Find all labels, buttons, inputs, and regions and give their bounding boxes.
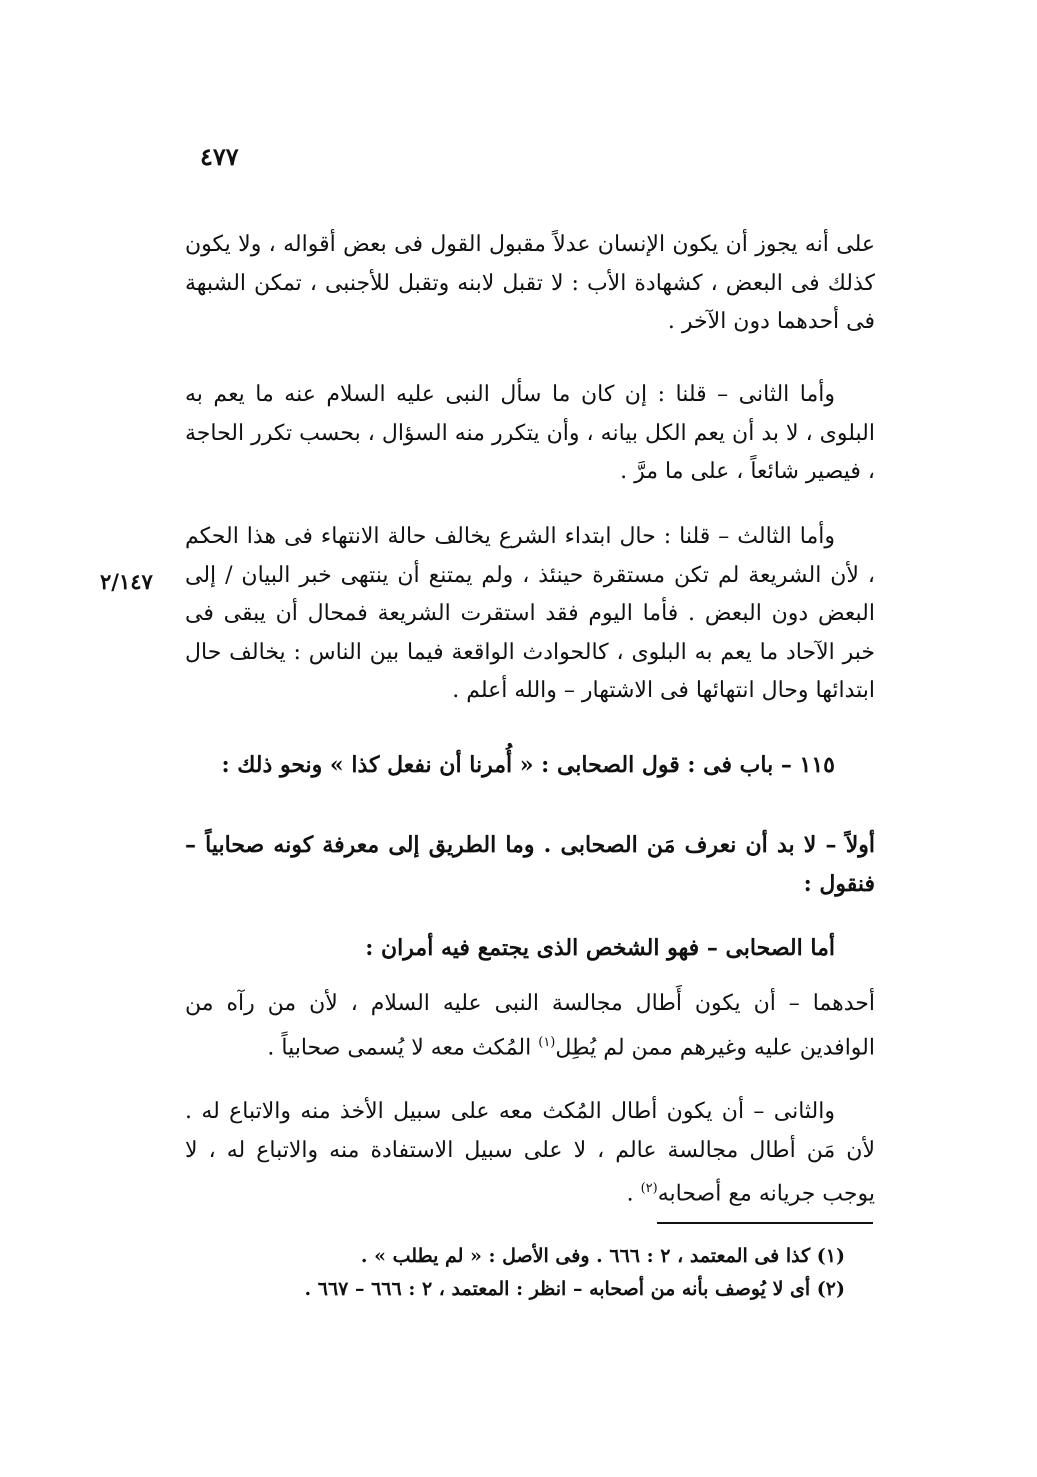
paragraph-2-text: وأما الثانى – قلنا : إن كان ما سأل النبى عليه السلام عنه ما يعم به البلوى ، لا بد أن يعم الكل بيانه ، وأن يتكرر منه السؤال ، بحسب تكرر الحاجة ، فيصير شائعاً ، على ما مرَّ . [185, 382, 875, 484]
paragraph-7-tail: المُكث معه لا يُسمى صحابياً . [267, 1034, 539, 1060]
paragraph-5 [185, 826, 875, 903]
footnotes [185, 1240, 875, 1306]
paragraph-6 [185, 929, 875, 968]
paragraph-8-text: والثانى – أن يكون أطال المُكث معه على سبيل الأخذ منه والاتباع له . لأن مَن أطال مجالسة عالم ، لا على سبيل الاستفادة منه والاتباع له ، لا يوجب جريانه مع أصحابه [185, 1099, 875, 1207]
footnote-2: (٢) أى لا يُوصف بأنه من أصحابه – انظر : المعتمد ، ٢ : ٦٦٦ – ٦٦٧ . [304, 1278, 845, 1300]
paragraph-7 [185, 985, 875, 1067]
section-heading-text: ١١٥ – باب فى : قول الصحابى : « أُمرنا أن نفعل كذا » ونحو ذلك : [221, 752, 835, 778]
paragraph-8-tail: . [626, 1181, 641, 1207]
paragraph-3-text: وأما الثالث – قلنا : حال ابتداء الشرع يخالف حالة الانتهاء فى هذا الحكم ، لأن الشريعة لم تكن مستقرة حينئذ ، ولم يمتنع أن ينتهى خبر البيان / إلى البعض دون البعض . فأما اليوم فقد استقرت الشريعة فمحال أن يبقى فى خبر الآحاد ما يعم به البلوى ، كالحوادث الواقعة فيما بين الناس : يخالف حال ابتدائها وحال انتهائها فى الاشتهار – والله أعلم . [185, 524, 875, 703]
margin-reference: ٢/١٤٧ [100, 569, 153, 594]
footnote-divider [657, 1222, 873, 1224]
paragraph-1-text: على أنه يجوز أن يكون الإنسان عدلاً مقبول القول فى بعض أقواله ، ولا يكون كذلك فى البعض ، كشهادة الأب : لا تقبل لابنه وتقبل للأجنبى ، تمكن الشبهة فى أحدهما دون الآخر . [185, 232, 875, 334]
paragraph-5-text: أولاً – لا بد أن نعرف مَن الصحابى . وما الطريق إلى معرفة كونه صحابياً – فنقول : [185, 832, 875, 897]
paragraph-7-body [185, 985, 875, 1067]
paragraph-6-text: أما الصحابى – فهو الشخص الذى يجتمع فيه أمران : [365, 935, 835, 961]
paragraph-1 [185, 226, 875, 342]
paragraph-8-body [185, 1093, 875, 1214]
section-heading [185, 746, 875, 785]
footnote-1: (١) كذا فى المعتمد ، ٢ : ٦٦٦ . وفى الأصل : « لم يطلب » . [360, 1245, 845, 1267]
paragraph-7-text: أحدهما – أن يكون أَطال مجالسة النبى عليه السلام ، لأن من رآه من الوافدين عليه وغيرهم ممن لم يُطِل [185, 991, 875, 1060]
page-number: ٤٧٧ [200, 142, 239, 171]
footnote-ref-2: (٢) [640, 1181, 658, 1196]
paragraph-3 [185, 518, 875, 711]
paragraph-2 [185, 376, 875, 492]
paragraph-8 [185, 1093, 875, 1214]
footnote-ref-1: (١) [538, 1034, 556, 1050]
